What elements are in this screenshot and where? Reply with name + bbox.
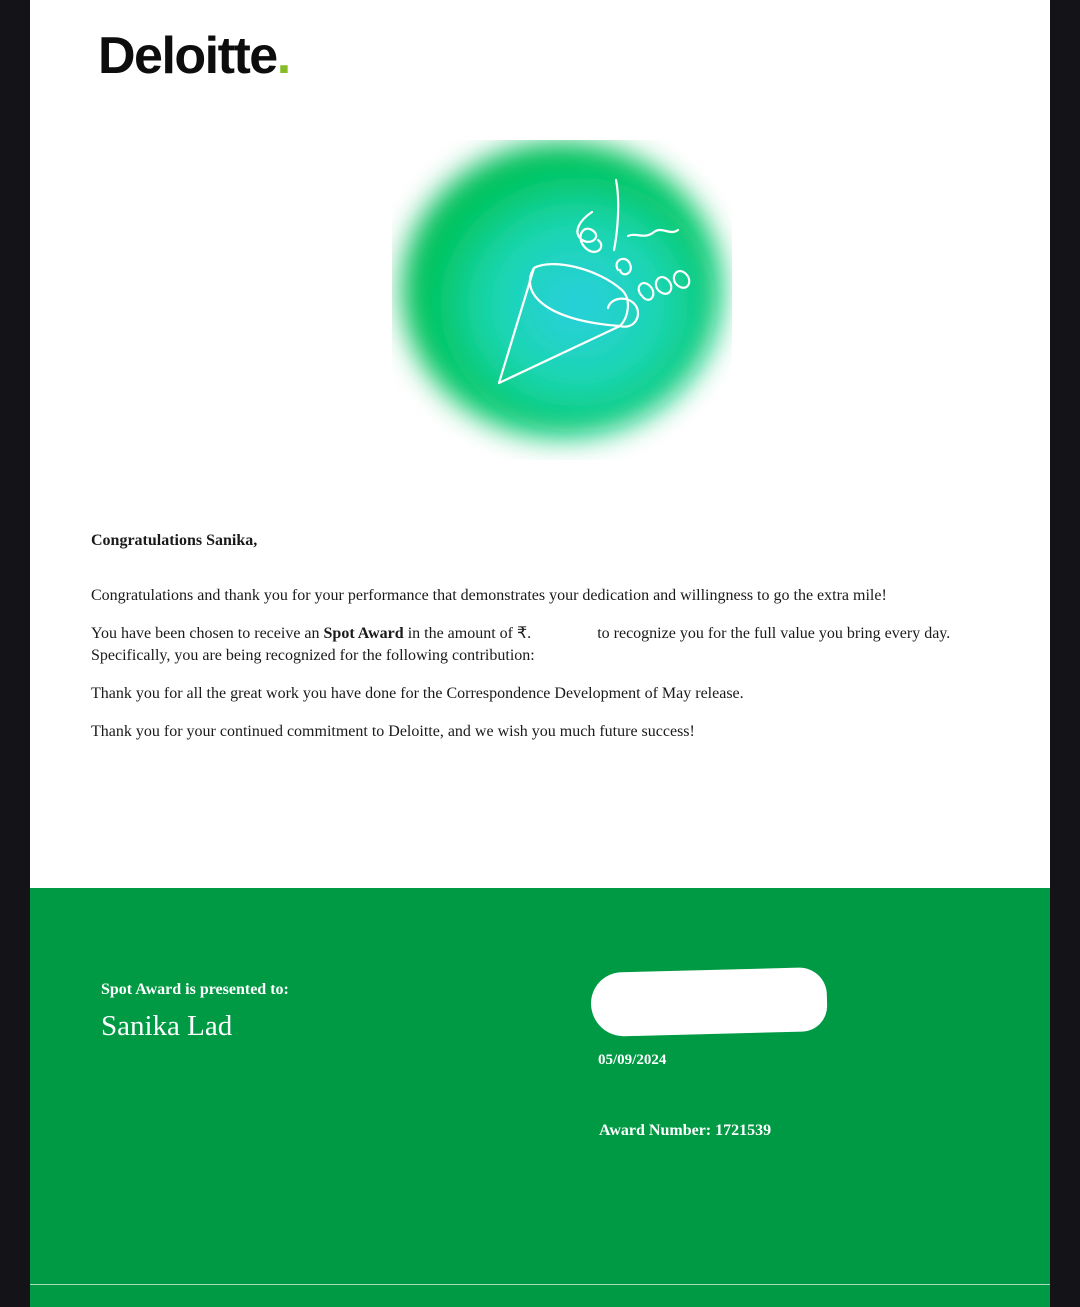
redacted-signature bbox=[590, 967, 828, 1037]
deloitte-logo bbox=[98, 27, 290, 85]
award-certificate bbox=[30, 0, 1050, 1307]
award-footer bbox=[30, 888, 1050, 1307]
greeting: Congratulations Sanika, bbox=[91, 532, 258, 549]
letter-body bbox=[91, 530, 991, 743]
paragraph-thanks: Congratulations and thank you for your performance that demonstrates your dedication and willingness to go the extra mile! bbox=[91, 587, 887, 604]
hero-glow bbox=[402, 142, 722, 438]
closing-text: Thank you for your continued commitment to Deloitte, and we wish you much future success! bbox=[91, 723, 695, 740]
presented-to-label: Spot Award is presented to: bbox=[101, 981, 289, 998]
logo-dot: . bbox=[276, 27, 290, 85]
award-number bbox=[599, 1122, 771, 1140]
award-amount-text: in the amount of ₹. bbox=[407, 625, 532, 642]
footer-divider bbox=[30, 1284, 1050, 1285]
award-purpose-text: to recognize you for the full value you bring every day. Specifically, you are being recognized for the following contribution: bbox=[91, 625, 951, 664]
award-intro-text: You have been chosen to receive an bbox=[91, 625, 320, 642]
contribution-text: Thank you for all the great work you have done for the Correspondence Development of May release. bbox=[91, 685, 744, 702]
recipient-name: Sanika Lad bbox=[101, 1010, 233, 1042]
award-date: 05/09/2024 bbox=[598, 1052, 667, 1068]
logo-text: Deloitte bbox=[98, 27, 277, 85]
paragraph-award bbox=[91, 623, 991, 667]
award-number-value: 1721539 bbox=[715, 1122, 772, 1139]
party-popper-icon bbox=[392, 140, 732, 460]
award-number-label: Award Number: bbox=[599, 1122, 712, 1139]
award-type: Spot Award bbox=[323, 625, 404, 642]
